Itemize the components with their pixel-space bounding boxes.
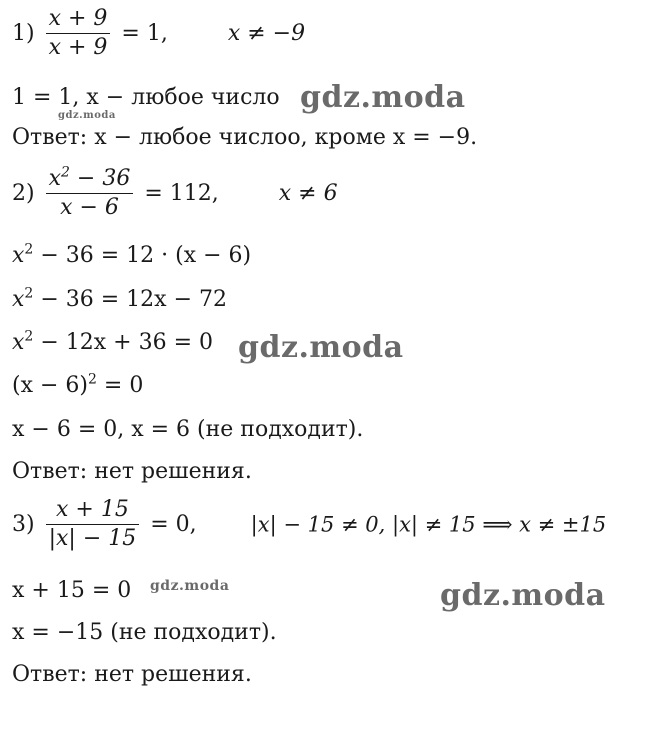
problem-1-rhs: = 1,: [121, 21, 168, 46]
problem-2-line-4: $(x - 6)^2 = 0$: [12, 371, 144, 398]
problem-1-denominator: x + 9: [48, 35, 108, 60]
problem-3-answer: Ответ: нет решения.: [12, 662, 252, 687]
problem-2-fraction: [46, 166, 134, 221]
watermark-logo-small: gdz.moda: [58, 110, 116, 121]
problem-3-label: 3): [12, 512, 35, 537]
problem-3-line-2: x = −15 (не подходит).: [12, 620, 277, 645]
problem-3-condition: |x| − 15 ≠ 0, |x| ≠ 15 ⟹ x ≠ ±15: [250, 512, 607, 537]
problem-1-condition: x ≠ −9: [227, 21, 306, 46]
problem-2-label: 2): [12, 181, 35, 206]
problem-1-answer: Ответ: x − любое числоо, кроме x = −9.: [12, 125, 478, 150]
problem-1-numerator: x + 9: [48, 6, 108, 31]
problem-3-rhs: = 0,: [150, 512, 197, 537]
problem-3-fraction: [46, 497, 140, 552]
problem-1-fraction: [46, 6, 111, 61]
problem-2-denominator: x − 6: [60, 195, 119, 220]
watermark-logo: gdz.moda: [440, 578, 606, 613]
problem-1-label: 1): [12, 21, 35, 46]
problem-2-line-3: $x^2 - 12x + 36 = 0$: [12, 328, 213, 355]
problem-2-line-5: x − 6 = 0, x = 6 (не подходит).: [12, 417, 364, 442]
watermark-logo: gdz.moda: [300, 80, 466, 115]
problem-1-line-1: 1 = 1, x − любое число: [12, 85, 280, 110]
problem-1-equation: [12, 6, 305, 61]
problem-3-numerator: x + 15: [56, 497, 129, 522]
problem-3-line-1: x + 15 = 0: [12, 578, 132, 603]
problem-2-answer: Ответ: нет решения.: [12, 459, 252, 484]
problem-2-numerator: $x^2 - 36$: [48, 164, 131, 191]
problem-3-equation: [12, 497, 606, 552]
problem-2-line-1: $x^2 - 36 = 12 \cdot (x - 6)$: [12, 241, 252, 268]
problem-2-condition: x ≠ 6: [278, 181, 338, 206]
problem-2-rhs: = 112,: [144, 181, 219, 206]
watermark-logo: gdz.moda: [238, 330, 404, 365]
problem-2-equation: [12, 166, 338, 221]
problem-3-denominator: |x| − 15: [48, 526, 137, 551]
watermark-logo-medium: gdz.moda: [150, 578, 230, 594]
problem-2-line-2: $x^2 - 36 = 12x - 72$: [12, 285, 227, 312]
